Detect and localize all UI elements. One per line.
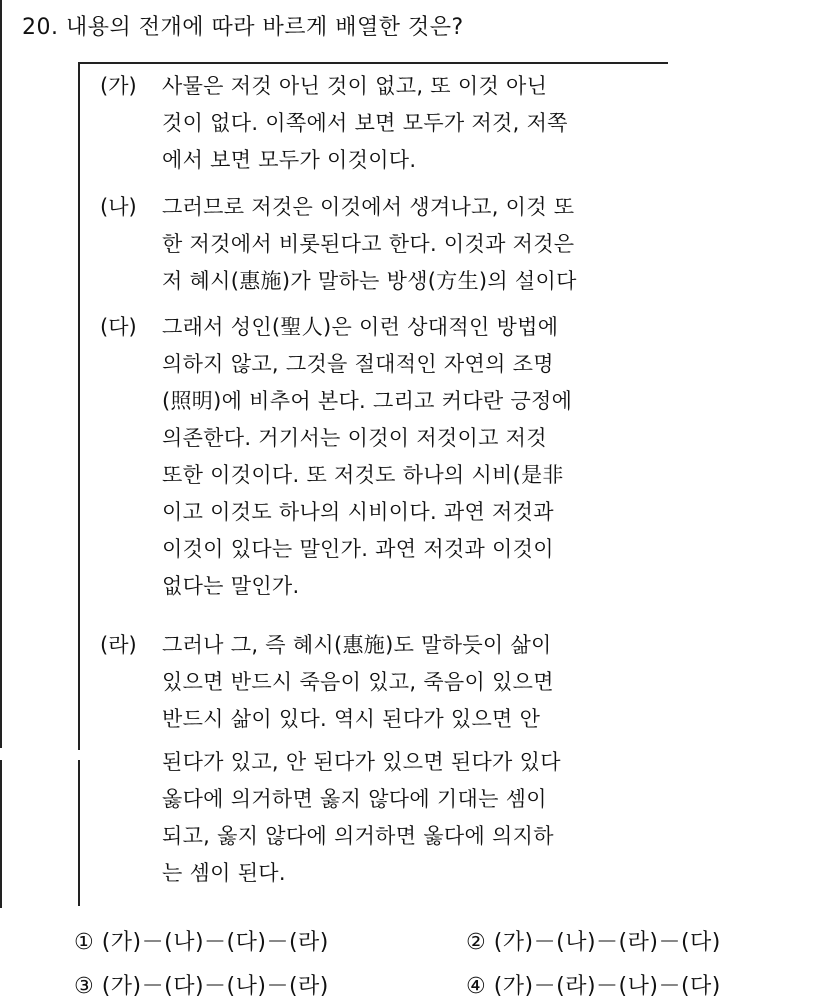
paragraph-marker: (나)	[100, 195, 137, 219]
passage-line: 되고, 옳지 않다에 의거하면 옳다에 의지하	[162, 824, 554, 848]
choice-3[interactable]: ③ (가)－(다)－(나)－(라)	[74, 974, 329, 999]
page-margin-rule	[0, 760, 2, 908]
passage-line: 그러므로 저것은 이것에서 생겨나고, 이것 또	[162, 195, 575, 219]
passage-line: 있으면 반드시 죽음이 있고, 죽음이 있으면	[162, 670, 554, 694]
passage-line: 또한 이것이다. 또 저것도 하나의 시비(是非	[162, 463, 564, 487]
passage-line: 에서 보면 모두가 이것이다.	[162, 148, 417, 172]
page-margin-rule	[0, 0, 2, 748]
passage-line: 옳다에 의거하면 옳지 않다에 기대는 셈이	[162, 787, 547, 811]
passage-line: 그래서 성인(聖人)은 이런 상대적인 방법에	[162, 315, 559, 339]
paragraph-marker: (라)	[100, 633, 137, 657]
passage-line: 저 혜시(惠施)가 말하는 방생(方生)의 설이다	[162, 269, 577, 293]
question-title: 20. 내용의 전개에 따라 바르게 배열한 것은?	[22, 15, 464, 40]
passage-line: 것이 없다. 이쪽에서 보면 모두가 저것, 저쪽	[162, 111, 568, 135]
passage-line: 이고 이것도 하나의 시비이다. 과연 저것과	[162, 500, 554, 524]
passage-box	[78, 62, 668, 908]
passage-line: 한 저것에서 비롯된다고 한다. 이것과 저것은	[162, 232, 575, 256]
passage-line: (照明)에 비추어 본다. 그리고 커다란 긍정에	[162, 389, 573, 413]
passage-line: 사물은 저것 아닌 것이 없고, 또 이것 아닌	[162, 74, 548, 98]
passage-line: 없다는 말인가.	[162, 574, 300, 598]
passage-line: 된다가 있고, 안 된다가 있으면 된다가 있다	[162, 750, 561, 774]
paragraph-marker: (다)	[100, 315, 137, 339]
passage-top-rule	[78, 62, 668, 64]
choice-2[interactable]: ② (가)－(나)－(라)－(다)	[466, 930, 721, 955]
answer-choices	[74, 925, 794, 1001]
choice-4[interactable]: ④ (가)－(라)－(나)－(다)	[466, 974, 721, 999]
passage-line: 그러나 그, 즉 혜시(惠施)도 말하듯이 삶이	[162, 633, 552, 657]
passage-line: 반드시 삶이 있다. 역시 된다가 있으면 안	[162, 707, 541, 731]
passage-line: 이것이 있다는 말인가. 과연 저것과 이것이	[162, 537, 554, 561]
passage-left-rule	[78, 760, 80, 906]
passage-line: 는 셈이 된다.	[162, 861, 286, 885]
choice-1[interactable]: ① (가)－(나)－(다)－(라)	[74, 930, 329, 955]
passage-left-rule	[78, 62, 80, 750]
passage-line: 의하지 않고, 그것을 절대적인 자연의 조명	[162, 352, 554, 376]
passage-line: 의존한다. 거기서는 이것이 저것이고 저것	[162, 426, 547, 450]
paragraph-marker: (가)	[100, 74, 137, 98]
